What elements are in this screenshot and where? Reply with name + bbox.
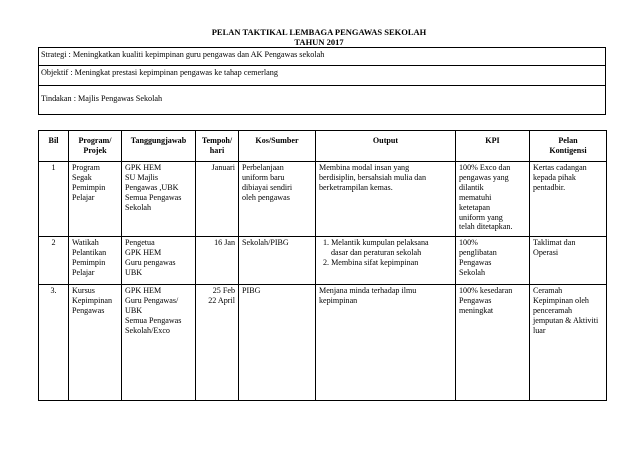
cell-kos: PIBG [239,285,316,401]
table-header-row [39,131,607,162]
cell-kpi: 100% Exco dan pengawas yang dilantik mematuhi ketetapan uniform yang telah ditetapkan. [456,162,530,237]
tindakan-value: : Majlis Pengawas Sekolah [73,94,163,103]
cell-output: Menjana minda terhadap ilmu kepimpinan [316,285,456,401]
table-row [39,285,607,401]
strategi-label: Strategi [41,50,67,59]
cell-kpi: 100% penglibatan Pengawas Sekolah [456,237,530,285]
cell-tanggungjawab: Pengetua GPK HEM Guru pengawas UBK [122,237,196,285]
objektif-row [39,66,605,86]
cell-program: Watikah Pelantikan Pemimpin Pelajar [69,237,122,285]
header-pelan: Pelan Kontigensi [530,131,607,162]
cell-kpi: 100% kesedaran Pengawas meningkat [456,285,530,401]
cell-tanggungjawab: GPK HEM Guru Pengawas/ UBK Semua Pengawas Sekolah/Exco [122,285,196,401]
header-kos: Kos/Sumber [239,131,316,162]
cell-pelan: Kertas cadangan kepada pihak pentadbir. [530,162,607,237]
cell-pelan: Ceramah Kepimpinan oleh penceramah jemputan & Aktiviti luar [530,285,607,401]
info-box [38,47,606,115]
plan-table [38,130,607,401]
objektif-value: : Meningkat prestasi kepimpinan pengawas ke tahap cemerlang [70,68,278,77]
header-kpi: KPI [456,131,530,162]
tindakan-label: Tindakan [41,94,72,103]
cell-tempoh: 16 Jan [196,237,239,285]
strategi-value: : Meningkatkan kualiti kepimpinan guru pengawas dan AK Pengawas sekolah [68,50,325,59]
header-tempoh: Tempoh/ hari [196,131,239,162]
objektif-label: Objektif [41,68,69,77]
cell-kos: Perbelanjaan uniform baru dibiayai sendiri oleh pengawas [239,162,316,237]
cell-bil: 1 [39,162,69,237]
page-subtitle: TAHUN 2017 [294,37,344,47]
table-row [39,237,607,285]
cell-bil: 2 [39,237,69,285]
cell-tempoh: Januari [196,162,239,237]
cell-tanggungjawab: GPK HEM SU Majlis Pengawas ,UBK Semua Pengawas Sekolah [122,162,196,237]
cell-output: Membina modal insan yang berdisiplin, bersahsiah mulia dan berketrampilan kemas. [316,162,456,237]
header-program: Program/ Projek [69,131,122,162]
cell-output: 1. Melantik kumpulan pelaksana dasar dan peraturan sekolah 2. Membina sifat kepimpinan [316,237,456,285]
cell-kos: Sekolah/PIBG [239,237,316,285]
cell-program: Program Segak Pemimpin Pelajar [69,162,122,237]
tindakan-row [39,86,605,114]
strategi-row [39,48,605,66]
page-title: PELAN TAKTIKAL LEMBAGA PENGAWAS SEKOLAH [211,27,427,37]
header-output: Output [316,131,456,162]
header-tanggungjawab: Tanggungjawab [122,131,196,162]
table-row [39,162,607,237]
cell-program: Kursus Kepimpinan Pengawas [69,285,122,401]
header-bil: Bil [39,131,69,162]
cell-pelan: Taklimat dan Operasi [530,237,607,285]
cell-bil: 3. [39,285,69,401]
cell-tempoh: 25 Feb 22 April [196,285,239,401]
